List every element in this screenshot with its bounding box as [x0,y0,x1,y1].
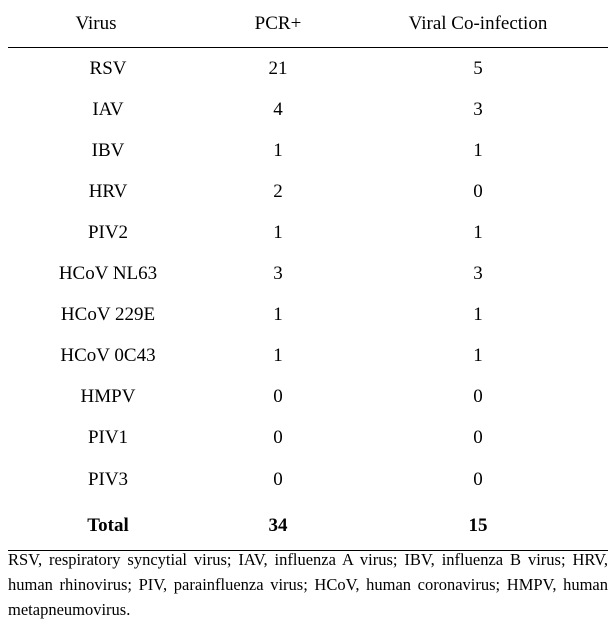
coinfection-cell: 0 [473,469,483,490]
header-pcr-positive: PCR+ [208,0,348,48]
table-row [8,212,608,253]
table-footnote: RSV, respiratory syncytial virus; IAV, influenza A virus; IBV, influenza B virus; HRV, human rhinovirus; PIV, parainfluenza virus; HCoV, human coronavirus; HMPV, human metapneumovirus. [8,550,608,619]
virus-cell: HCoV 229E [60,303,156,325]
coinfection-cell: 5 [473,57,483,79]
table-row [8,417,608,458]
total-label: Total [8,502,208,551]
virus-table-container [8,0,608,551]
coinfection-cell: 1 [473,303,483,325]
total-row [8,502,608,551]
coinfection-cell: 3 [473,262,483,284]
virus-table [8,0,608,551]
pcr-cell: 0 [273,426,283,448]
coinfection-cell: 1 [473,344,483,366]
table-row [8,458,608,502]
pcr-cell: 1 [273,221,283,243]
header-virus: Virus [8,0,208,48]
pcr-cell: 21 [268,57,288,79]
virus-cell: IAV [92,98,124,120]
coinfection-cell: 3 [473,98,483,120]
table-row [8,48,608,90]
table-row [8,253,608,294]
total-coinfection: 15 [348,502,608,551]
virus-cell: PIV1 [87,426,129,448]
pcr-cell: 1 [273,139,283,161]
coinfection-cell: 0 [473,426,483,448]
virus-cell: HMPV [80,385,136,407]
virus-cell: HCoV 0C43 [60,344,156,366]
virus-cell: IBV [91,139,125,161]
table-row [8,376,608,417]
table-row [8,89,608,130]
pcr-cell: 2 [273,180,283,202]
header-row [8,0,608,48]
header-viral-coinfection: Viral Co-infection [348,0,608,48]
pcr-cell: 0 [273,469,283,490]
pcr-cell: 3 [273,262,283,284]
virus-cell: HCoV NL63 [58,262,158,284]
total-pcr: 34 [208,502,348,551]
virus-cell: HRV [88,180,128,202]
coinfection-cell: 1 [473,139,483,161]
coinfection-cell: 0 [473,385,483,407]
pcr-cell: 4 [273,98,283,120]
coinfection-cell: 0 [473,180,483,202]
virus-cell: PIV2 [87,221,129,243]
virus-cell: PIV3 [87,469,129,490]
table-row [8,130,608,171]
pcr-cell: 1 [273,344,283,366]
coinfection-cell: 1 [473,221,483,243]
table-row [8,171,608,212]
table-row [8,294,608,335]
pcr-cell: 0 [273,385,283,407]
virus-cell: RSV [89,57,127,79]
pcr-cell: 1 [273,303,283,325]
table-row [8,335,608,376]
